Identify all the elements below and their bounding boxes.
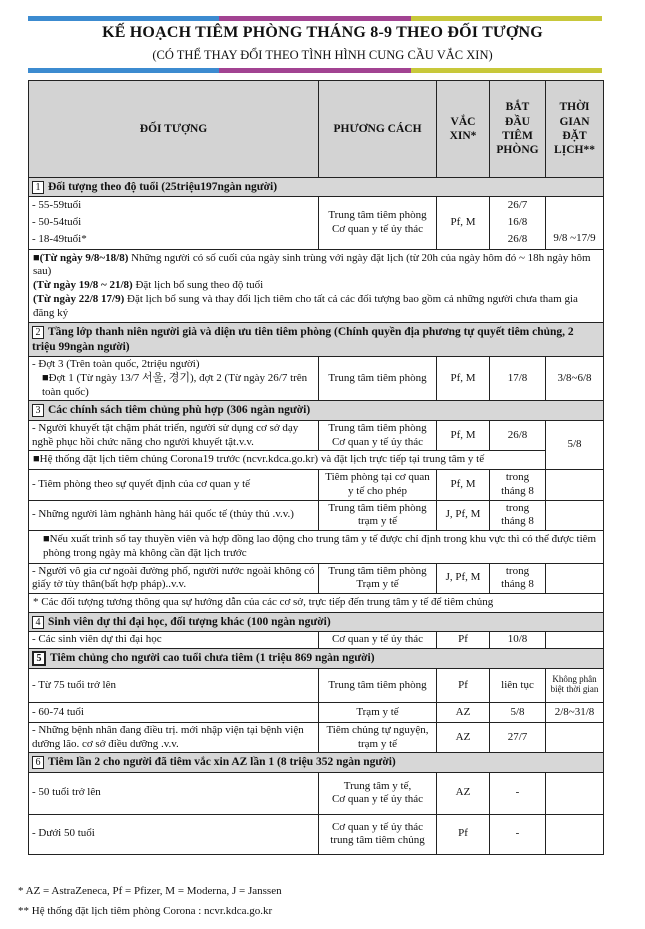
booking-cell: [546, 470, 604, 501]
note-row: [29, 451, 604, 470]
booking-cell: 9/8 ~17/9: [546, 197, 604, 249]
table-row: [29, 357, 604, 401]
start-date: 26/8: [507, 232, 528, 245]
start-cell: trong tháng 8: [490, 470, 546, 501]
note-row: [29, 531, 604, 564]
vaccine-cell: AZ: [437, 772, 490, 814]
table-row: [29, 722, 604, 753]
table-row: [29, 470, 604, 501]
col-vaccine: VẮC XIN*: [437, 81, 490, 178]
col-method: PHƯƠNG CÁCH: [319, 81, 437, 178]
table-header-row: [29, 81, 604, 178]
subject-cell: - Từ 75 tuổi trở lên: [29, 668, 319, 702]
start-cell: liên tục: [490, 668, 546, 702]
section-number: 5: [32, 651, 46, 666]
start-date: 26/7: [507, 199, 528, 212]
method-cell: Trung tâm tiêm phòng Trạm y tế: [319, 563, 437, 594]
note-row: [29, 594, 604, 613]
start-cell: trong tháng 8: [490, 563, 546, 594]
method-cell: Trung tâm y tế, Cơ quan y tế ủy thác: [319, 772, 437, 814]
booking-cell: [546, 772, 604, 814]
section-1-header: [29, 178, 604, 197]
section-3-header: [29, 401, 604, 420]
table-row: [29, 563, 604, 594]
subject-cell: - Tiêm phòng theo sự quyết định của cơ quan y tế: [29, 470, 319, 501]
table-row: [29, 197, 604, 249]
booking-cell: 2/8~31/8: [546, 702, 604, 722]
section-title: Tiêm chủng cho người cao tuổi chưa tiêm (1 triệu 869 ngàn người): [50, 651, 375, 664]
start-cell: -: [490, 772, 546, 814]
method-cell: Trung tâm tiêm phòng: [319, 357, 437, 401]
note-text: ■Hệ thống đặt lịch tiêm chủng Corona19 trước (ncvr.kdca.go.kr) và đặt lịch trực tiếp tại trung tâm y tế: [29, 451, 546, 470]
vaccine-cell: AZ: [437, 722, 490, 753]
section-6-header: [29, 753, 604, 772]
start-cell: 27/7: [490, 722, 546, 753]
start-cell: trong tháng 8: [490, 500, 546, 531]
booking-cell: [546, 814, 604, 854]
col-subject: ĐỐI TƯỢNG: [29, 81, 319, 178]
note-text: Đặt lịch bổ sung theo độ tuổi: [132, 279, 264, 292]
col-start: BẮT ĐẦU TIÊM PHÒNG: [490, 81, 546, 178]
section-2-header: [29, 323, 604, 357]
note-date-range: (Từ ngày 19/8 ~ 21/8): [33, 279, 133, 292]
vaccine-cell: Pf, M: [437, 470, 490, 501]
method-cell: Trung tâm tiêm phòng Cơ quan y tế ủy thác: [319, 197, 437, 249]
subject-item: ■Đợt 1 (Từ ngày 13/7 서울, 경기), đợt 2 (Từ ngày 26/7 trên toàn quốc): [42, 371, 308, 398]
method-cell: Cơ quan y tế ủy thác: [319, 632, 437, 649]
section-number: 6: [32, 756, 44, 769]
subject-cell: - Dưới 50 tuổi: [29, 814, 319, 854]
method-cell: Trung tâm tiêm phòng Cơ quan y tế ủy thác: [319, 420, 437, 451]
booking-cell: [546, 563, 604, 594]
subject-item: - 18-49tuổi*: [32, 232, 87, 245]
top-color-bar: [28, 16, 602, 21]
page-title: KẾ HOẠCH TIÊM PHÒNG THÁNG 8-9 THEO ĐỐI TƯỢNG: [102, 24, 543, 41]
vaccine-cell: Pf, M: [437, 197, 490, 249]
start-cell: 5/8: [490, 702, 546, 722]
vaccine-cell: Pf: [437, 814, 490, 854]
section-4-header: [29, 612, 604, 631]
note-date-range: (Từ ngày 22/8 17/9): [33, 292, 125, 305]
section-number: 4: [32, 616, 44, 629]
subject-cell: - Những bệnh nhân đang điều trị. mới nhập viện tại bệnh viện dưỡng lão. cơ sở điều dưỡng .v.v.: [29, 722, 319, 753]
method-cell: Trạm y tế: [319, 702, 437, 722]
vaccine-cell: Pf: [437, 632, 490, 649]
method-cell: Tiêm phòng tại cơ quan y tế cho phép: [319, 470, 437, 501]
col-booking: THỜI GIAN ĐẶT LỊCH**: [546, 81, 604, 178]
table-row: [29, 702, 604, 722]
subject-item: - 50-54tuổi: [32, 216, 82, 229]
vaccine-cell: Pf, M: [437, 357, 490, 401]
start-cell: -: [490, 814, 546, 854]
section-number: 2: [32, 326, 44, 339]
footnote-booking-system: ** Hệ thống đặt lịch tiêm phòng Corona : ncvr.kdca.go.kr: [18, 905, 273, 917]
booking-cell: [546, 500, 604, 531]
section-title: Đối tượng theo độ tuổi (25triệu197ngàn người): [48, 181, 278, 193]
vaccination-plan-table: [28, 80, 604, 855]
subject-cell: - Người vô gia cư ngoài đường phố, người nước ngoài không có giấy tờ tùy thân(bất hợp pháp)..v.v.: [29, 563, 319, 594]
vaccine-cell: Pf: [437, 668, 490, 702]
booking-cell: [546, 632, 604, 649]
table-row: [29, 500, 604, 531]
note-text: ■Nếu xuất trình sổ tay thuyền viên và hợp đồng lao động cho trung tâm y tế được chỉ định trong khu vực thì có thể được tiêm phòng trong ngày mà không cần đặt lịch trước: [29, 531, 604, 564]
bottom-color-bar: [28, 68, 602, 73]
booking-cell: 3/8~6/8: [546, 357, 604, 401]
start-cell: 17/8: [490, 357, 546, 401]
table-row: [29, 814, 604, 854]
subject-cell: - 50 tuổi trở lên: [29, 772, 319, 814]
table-row: [29, 420, 604, 451]
subject-item: - Đợt 3 (Trên toàn quốc, 2triệu người): [32, 358, 200, 371]
section-title: Tiêm lần 2 cho người đã tiêm vắc xin AZ lần 1 (8 triệu 352 ngàn người): [48, 756, 396, 769]
booking-cell: [546, 722, 604, 753]
page-subtitle: (CÓ THỂ THAY ĐỔI THEO TÌNH HÌNH CUNG CẦU VẮC XIN): [152, 48, 493, 62]
subject-cell: - Người khuyết tật chậm phát triển, người sử dụng cơ sở dạy nghề phục hồi chức năng cho người khuyết tật.v.v.: [29, 420, 319, 451]
note-text: * Các đối tượng tương thông qua sự hướng dẫn của các cơ sở, trực tiếp đến trung tâm y tế để tiêm chủng: [29, 594, 604, 613]
subject-cell: - Những người làm nghành hàng hải quốc tế (thủy thủ .v.v.): [29, 500, 319, 531]
subject-item: - 55-59tuổi: [32, 199, 82, 212]
note-text: Những người có số cuối của ngày sinh trùng với ngày đặt lịch (từ 20h của ngày hôm đó ~ 18h ngày hôm sau): [33, 251, 591, 278]
method-cell: Trung tâm tiêm phòng trạm y tế: [319, 500, 437, 531]
subject-cell: - Các sinh viên dự thi đại học: [29, 632, 319, 649]
table-row: [29, 668, 604, 702]
method-cell: Tiêm chủng tự nguyện, trạm y tế: [319, 722, 437, 753]
method-cell: Trung tâm tiêm phòng: [319, 668, 437, 702]
subject-cell: - 60-74 tuổi: [29, 702, 319, 722]
booking-cell: Không phân biệt thời gian: [546, 668, 604, 702]
section-title: Sinh viên dự thi đại học, đối tượng khác (100 ngàn người): [48, 615, 331, 628]
section-number: 3: [32, 404, 44, 417]
method-cell: Cơ quan y tế ủy thác trung tâm tiêm chủng: [319, 814, 437, 854]
section-title: Tầng lớp thanh niên người già và diện ưu tiên tiêm phòng (Chính quyền địa phương tự quyết tiêm chủng, 2 triệu 99ngàn người): [32, 326, 574, 353]
vaccine-cell: AZ: [437, 702, 490, 722]
section-title: Các chính sách tiêm chủng phù hợp (306 ngàn người): [48, 404, 311, 417]
vaccine-cell: Pf, M: [437, 420, 490, 451]
table-row: [29, 772, 604, 814]
vaccine-cell: J, Pf, M: [437, 563, 490, 594]
note-text: Đặt lịch bổ sung và thay đổi lịch tiêm cho tất cả các đối tượng bao gồm cả những người chưa tham gia đăng ký: [33, 292, 578, 319]
booking-cell: 5/8: [546, 420, 604, 469]
start-cell: 10/8: [490, 632, 546, 649]
note-row: [29, 249, 604, 323]
start-date: 16/8: [507, 216, 528, 229]
vaccine-cell: J, Pf, M: [437, 500, 490, 531]
note-date-range: ■(Từ ngày 9/8~18/8): [33, 251, 129, 264]
footnote-vaccine-abbrev: * AZ = AstraZeneca, Pf = Pfizer, M = Moderna, J = Janssen: [18, 885, 282, 897]
section-5-header: [29, 648, 604, 668]
start-cell: 26/8: [490, 420, 546, 451]
section-number: 1: [32, 181, 44, 194]
table-row: [29, 632, 604, 649]
